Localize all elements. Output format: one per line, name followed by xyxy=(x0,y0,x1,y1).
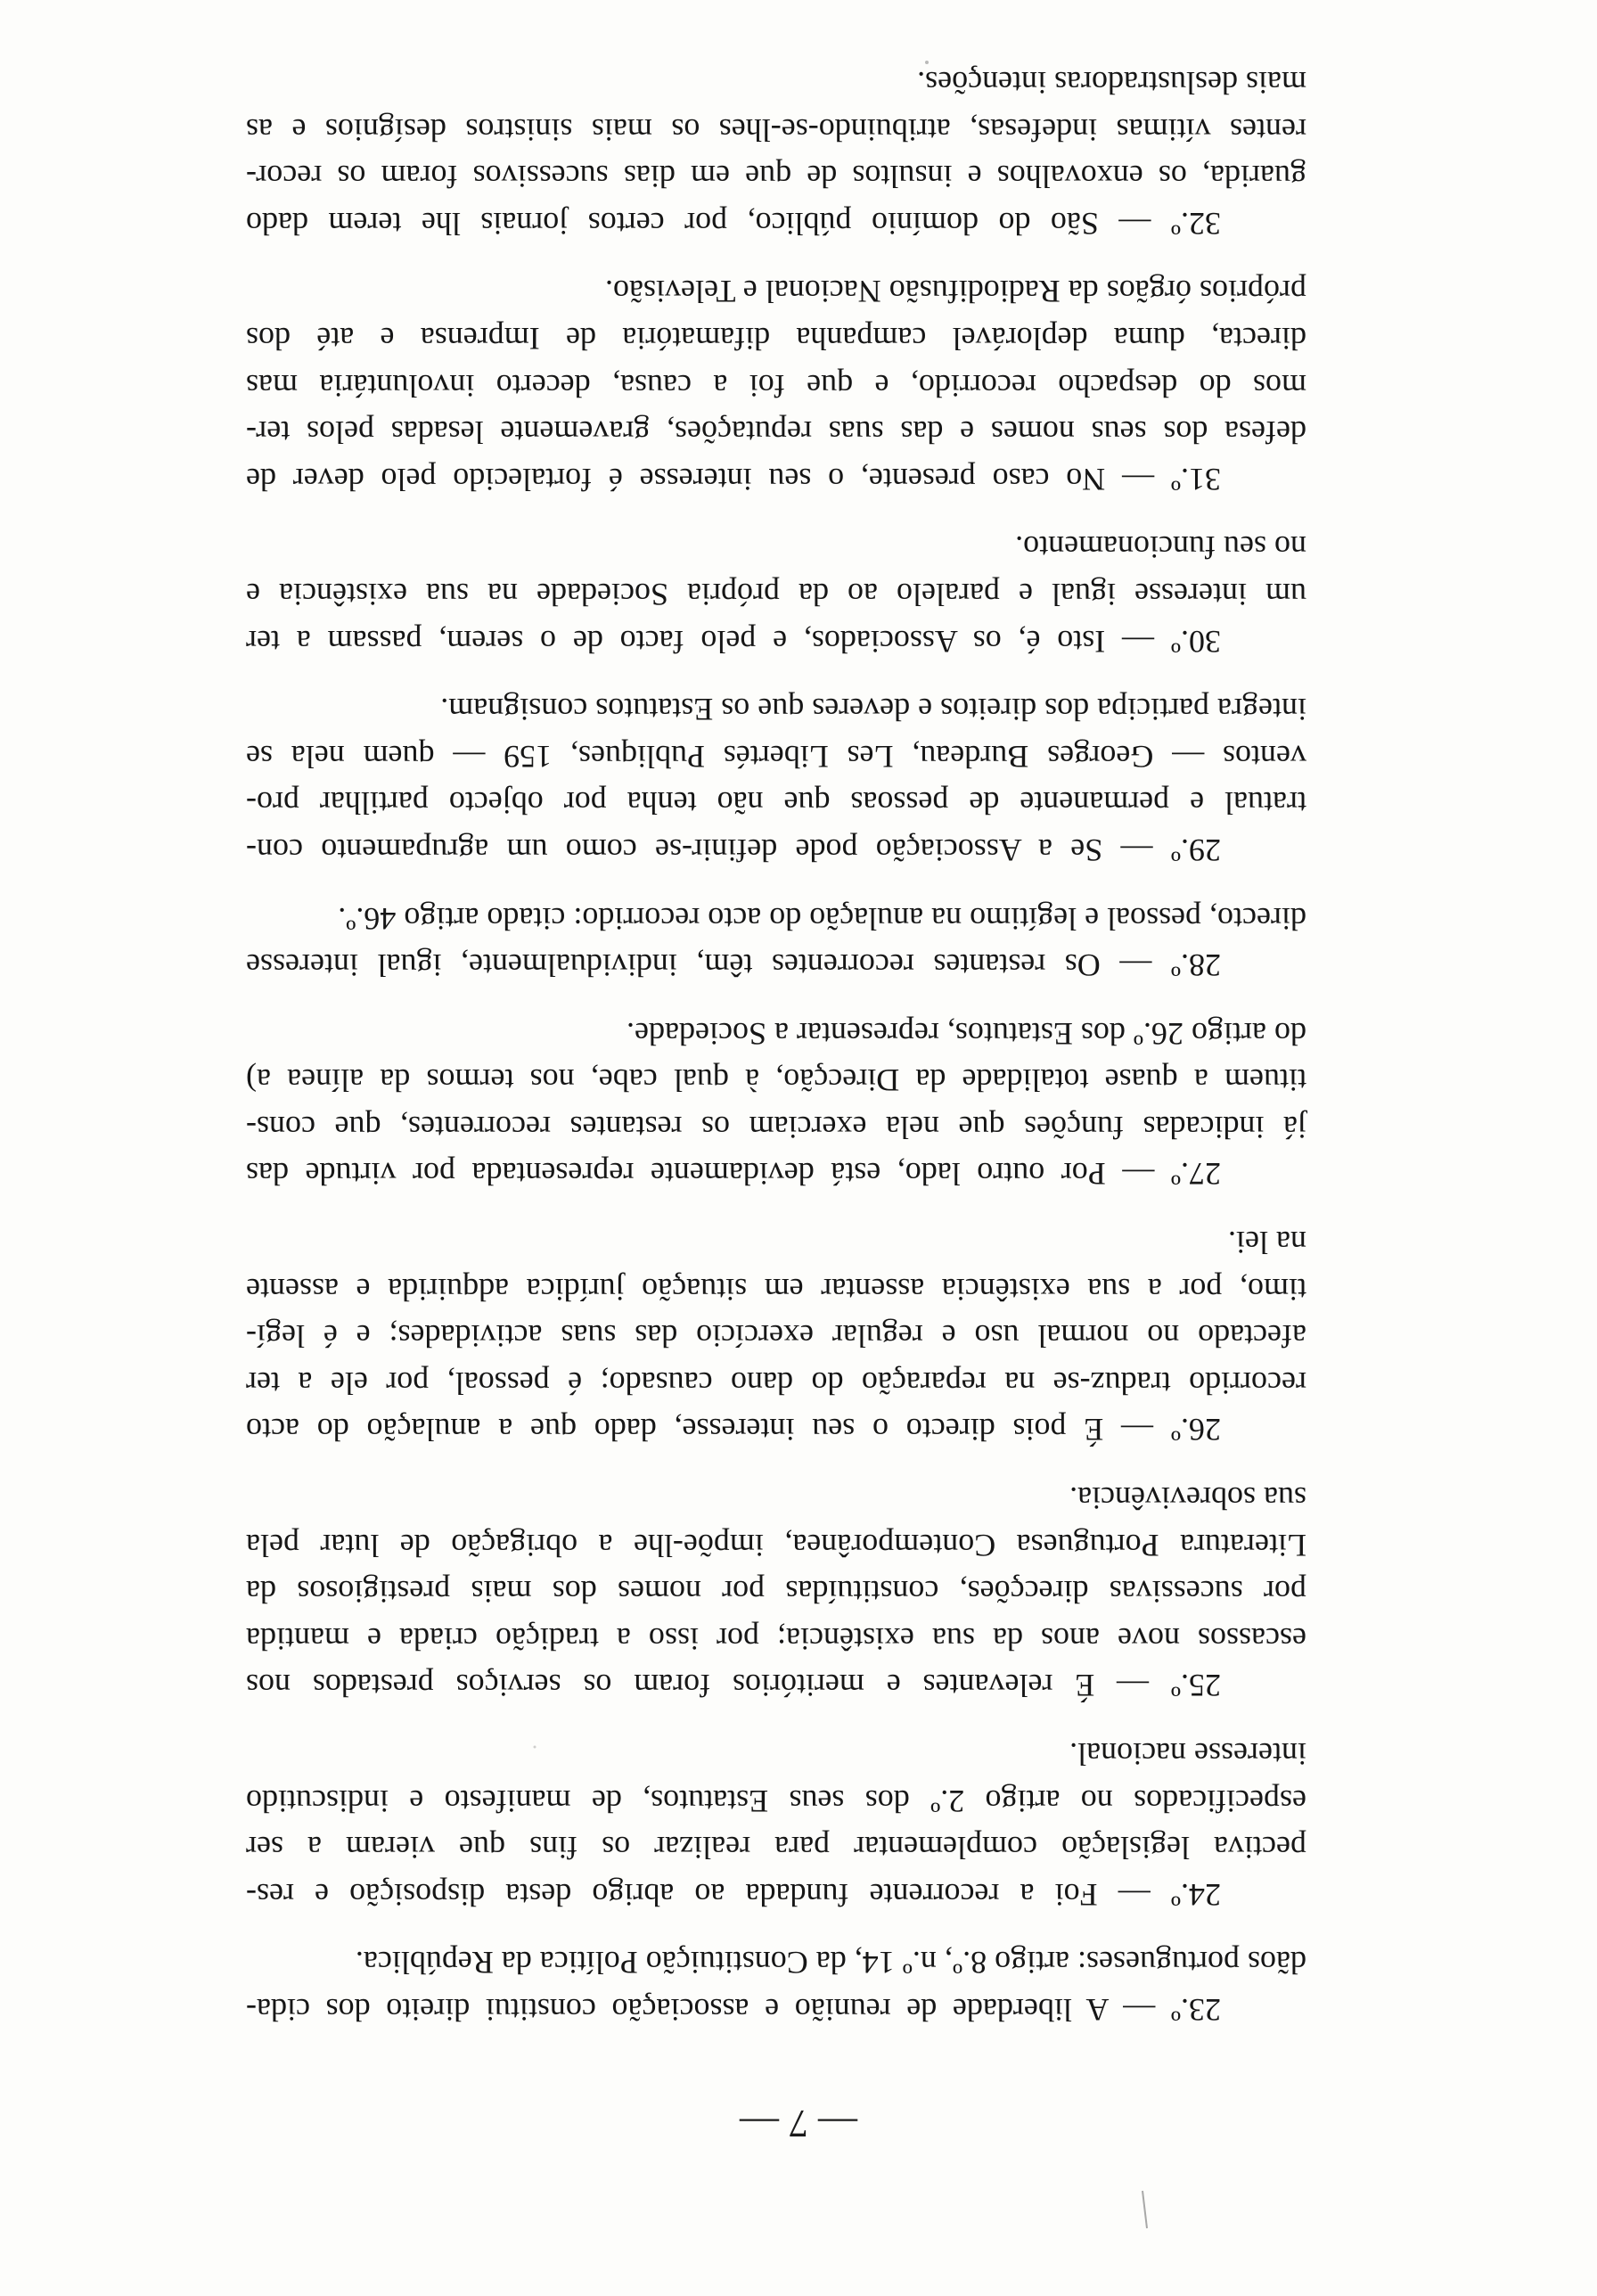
text-line: guarida, os enxovalhos e insultos de que em dias sucessivos foram os recor- xyxy=(246,159,1306,195)
scan-speck xyxy=(534,1746,536,1749)
text-line: 27.º — Por outro lado, está devidamente representada por virtude das xyxy=(246,1156,1221,1193)
text-line: especificados no artigo 2.º dos seus Estatutos, de manifesto e indiscutido xyxy=(246,1783,1306,1819)
scan-speck xyxy=(1142,2191,1147,2228)
text-line: mais deslustradoras intenções. xyxy=(917,65,1306,102)
text-line: sua sobrevivência. xyxy=(1069,1480,1306,1517)
text-line: 29.º — Se a Associação pode definir-se como um agrupamento con- xyxy=(246,832,1221,868)
text-line: mos do despacho recorrido, e que foi a causa, decerto involuntária mas xyxy=(246,367,1306,404)
text-line: do artigo 26.º dos Estatutos, representar a Sociedade. xyxy=(627,1015,1306,1052)
text-line: ventos — Georges Burdeau, Les Libertés Publiques, 159 — quem nela se xyxy=(246,738,1306,775)
text-line: integra participa dos direitos e deveres que os Estatutos consignam. xyxy=(440,692,1306,728)
text-line: 25.º — É relevantes e meritórios foram os serviços prestados nos xyxy=(246,1668,1221,1704)
text-line: defesa dos seus nomes e das suas reputações, gravemente lesadas pelos ter- xyxy=(246,414,1306,451)
text-line: Literatura Portuguesa Contemporânea, impõe-lhe a obrigação de lutar pela xyxy=(246,1527,1306,1563)
text-line: escassos nove anos da sua existência; por isso a tradição criada e mantida xyxy=(246,1620,1306,1657)
text-line: um interesse igual e paralelo ao da própria Sociedade na sua existência e xyxy=(246,576,1306,612)
text-line: 28.º — Os restantes recorrentes têm, individualmente, igual interesse xyxy=(246,947,1221,984)
text-line: afectado no normal uso e regular exercício das suas actividades; e é legí- xyxy=(246,1318,1306,1355)
text-line: 26.º — É pois directo o seu interesse, dado que a anulação do acto xyxy=(246,1412,1221,1448)
text-line: 30.º — Isto é, os Associados, e pelo facto de o serem, passam a ter xyxy=(246,623,1221,660)
text-line: 31.º — No caso presente, o seu interesse é fortalecido pelo dever de xyxy=(246,461,1221,497)
text-line: por sucessivas direcções, constituídas por nomes dos mais prestigiosos da xyxy=(246,1574,1306,1611)
text-line: recorrido traduz-se na reparação do dano causado; é pessoal, por ele a ter xyxy=(246,1365,1306,1401)
scan-speck xyxy=(925,61,929,64)
text-line: 32.º — São do domínio público, por certos jornais lhe terem dado xyxy=(246,205,1221,242)
text-line: próprios órgãos da Radiodifusão Nacional e Televisão. xyxy=(605,274,1306,310)
text-line: no seu funcionamento. xyxy=(1015,529,1306,566)
text-line: timo, por a sua existência assentar em situação jurídica adquirida e assente xyxy=(246,1271,1306,1308)
text-line: directa, duma deplorável campanha difamatória de Imprensa e até dos xyxy=(246,321,1306,357)
text-line: directo, pessoal e legítimo na anulação do acto recorrido: citado artigo 46.º. xyxy=(338,900,1306,937)
text-line: tituem a quase totalidade da Direcção, à qual cabe, nos termos da alínea a) xyxy=(246,1062,1306,1099)
text-line: 23.º — A liberdade de reunião e associação constitui direito dos cida- xyxy=(246,1992,1221,2028)
text-line: interesse nacional. xyxy=(1069,1736,1306,1773)
page-number: — 7 — xyxy=(740,2102,857,2145)
text-line: já indicadas funções que nela exerciam os restantes recorrentes, que cons- xyxy=(246,1109,1306,1145)
text-line: 24.º — Foi a recorrente fundada ao abrigo desta disposição e res- xyxy=(246,1876,1221,1913)
text-line: na lei. xyxy=(1228,1225,1306,1261)
text-line: rentes vítimas indefesas, atribuindo-se-lhes os mais sinistros desígnios e as xyxy=(246,111,1306,148)
text-line: dãos portugueses: artigo 8.º, n.º 14, da Constituição Política da República. xyxy=(355,1945,1306,1981)
text-line: pectiva legislação complementar para realizar os fins que vieram a ser xyxy=(246,1830,1306,1866)
text-line: tratual e permanente de pessoas que não tenha por objecto partilhar pro- xyxy=(246,785,1306,822)
